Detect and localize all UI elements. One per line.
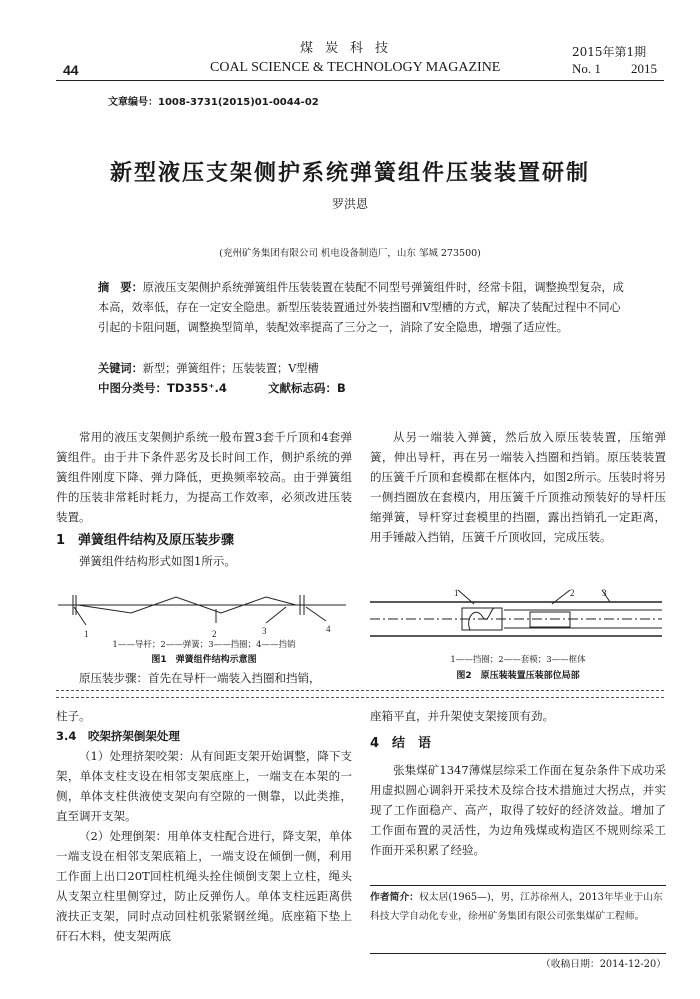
figure-1-diagram [56,585,352,643]
journal-title-cn: 煤炭科技 [299,41,400,56]
section-1-heading: 1 弹簧组件结构及原压装步骤 [56,533,235,548]
crush-handling-paragraph: （1）处理挤架咬架：从有间距支架开始调整，降下支架，单体支柱支设在相邻支架底座上，一端支在本架的一侧，单体支柱供液使支架向有空隙的一侧靠，以此类推，直至调开支架。 [56,749,352,823]
received-date: （收稿日期：2014-12-20） [540,959,666,970]
bio-rule [370,885,666,886]
journal-title-en: COAL SCIENCE & TECHNOLOGY MAGAZINE [210,60,501,75]
author: 罗洪恩 [331,197,368,211]
author-bio-text: 权太居(1965—)，男，江苏徐州人，2013年毕业于山东科技大学自动化专业，徐州矿务集团有限公司张集煤矿工程师。 [370,892,663,922]
article-number: 文章编号：1008-3731(2015)01-0044-02 [108,97,319,108]
original-steps-text: 原压装步骤：首先在导杆一端装入挡圈和挡销， [79,671,321,685]
fig1-label-4: 4 [326,624,331,634]
left-column-upper [56,427,352,571]
received-rule [370,953,666,954]
issue-year-cn: 2015年第1期 [572,45,647,59]
issue-year: 2015 [631,61,657,76]
page-number: 44 [63,62,79,78]
leader-1 [74,607,86,625]
fig2-label-3: 3 [602,588,607,598]
fig1-label-3: 3 [262,626,267,636]
fig1-label-1: 1 [84,629,89,639]
continuation-line: 柱子。 [56,709,91,723]
keywords-label: 关键词： [98,362,143,375]
figure-2-legend: 1——挡圈；2——套模；3——框体 [450,655,586,665]
affiliation: (兖州矿务集团有限公司 机电设备制造厂，山东 邹城 273500) [219,248,481,259]
figure-1-legend: 1——导杆；2——弹簧；3——挡圈；4——挡销 [112,640,296,650]
fig1-label-2: 2 [212,629,217,639]
issue-number: No. 1 [572,61,601,76]
figure-1-caption: 图1 弹簧组件结构示意图 [151,655,257,665]
section-3-4-heading: 3.4 咬架挤架倒架处理 [56,729,180,743]
intro-paragraph: 常用的液压支架侧护系统一般布置3套千斤顶和4套弹簧组件。由于井下条件恶劣及长时间工作，侧护系统的弹簧组件刚度下降、弹力降低，更换频率较高。由于弹簧组件的压装非常耗时耗力，为提高工作效率，必须改进压装装置。 [56,430,352,524]
classification-number: 中图分类号：TD355⁺.4 [98,381,227,395]
document-code: 文献标志码：B [268,381,346,395]
page-cut-separator [56,690,664,698]
abstract [98,278,626,338]
author-bio [370,888,666,926]
abstract-text: 原液压支架侧护系统弹簧组件压装装置在装配不同型号弹簧组件时，经常卡阻，调整换型复杂，成本高，效率低，存在一定安全隐患。新型压装装置通过外装挡圈和V型槽的方式，解决了装配过程中不同心引起的卡阻问题，调整换型简单，装配效率提高了三分之一，消除了安全隐患，增强了适应性。 [98,281,624,334]
fall-handling-paragraph: （2）处理倒架：用单体支柱配合进行，降支架，单体一端支设在相邻支架底箱上，一端支设在倾倒一侧，利用工作面上出口20T回柱机绳头拴住倾倒支架上立柱，绳头从支架立柱里侧穿过，防止反弹伤人。单体支柱远距离供液扶正支架，同时点动回柱机张紧钢丝绳。底座箱下垫上矸石木料，使支架两底 [56,829,352,943]
conclusion-paragraph: 张集煤矿1347薄煤层综采工作面在复杂条件下成功采用虚拟圆心调斜开采技术及综合技术措施过大拐点，并实现了工作面稳产、高产，取得了较好的经济效益。增加了工作面布置的灵活性，为边角残煤或构造区不规则综采工作面开采积累了经验。 [370,763,666,857]
header-rule [56,80,664,81]
section-1-text: 弹簧组件结构形式如图1所示。 [79,554,236,568]
keywords [98,360,319,376]
keywords-text: 新型；弹簧组件；压装装置；V型槽 [142,362,319,375]
author-bio-label: 作者简介： [370,892,419,903]
abstract-label: 摘 要： [98,281,143,294]
fig2-label-1: 1 [454,588,459,598]
right-column-lower [370,706,666,860]
section-4-heading: 4 结 语 [370,736,432,751]
left-column-lower [56,706,352,946]
leader-4 [306,607,326,621]
paper-title: 新型液压支架侧护系统弹簧组件压装装置研制 [109,161,590,186]
figure-2-diagram [370,588,666,650]
leader-3 [266,607,286,623]
continuation-line-right: 座箱平直，并升架使支架接顶有劲。 [370,709,554,723]
fig2-label-2: 2 [570,588,575,598]
right-column-upper: 从另一端装入弹簧，然后放入原压装装置，压缩弹簧，伸出导杆，再在另一端装入挡圈和挡销。原压装装置的压簧千斤顶和套模都在框体内，如图2所示。压装时将另一侧挡圈放在套模内，用压簧千斤顶推动预装好的导杆压缩弹簧，导杆穿过套模里的挡圈，露出挡销孔一定距离，用手锤敲入挡销，压簧千斤顶收回，完成压装。 [370,430,666,544]
figure-2-caption: 图2 原压装装置压装部位局部 [456,671,580,681]
